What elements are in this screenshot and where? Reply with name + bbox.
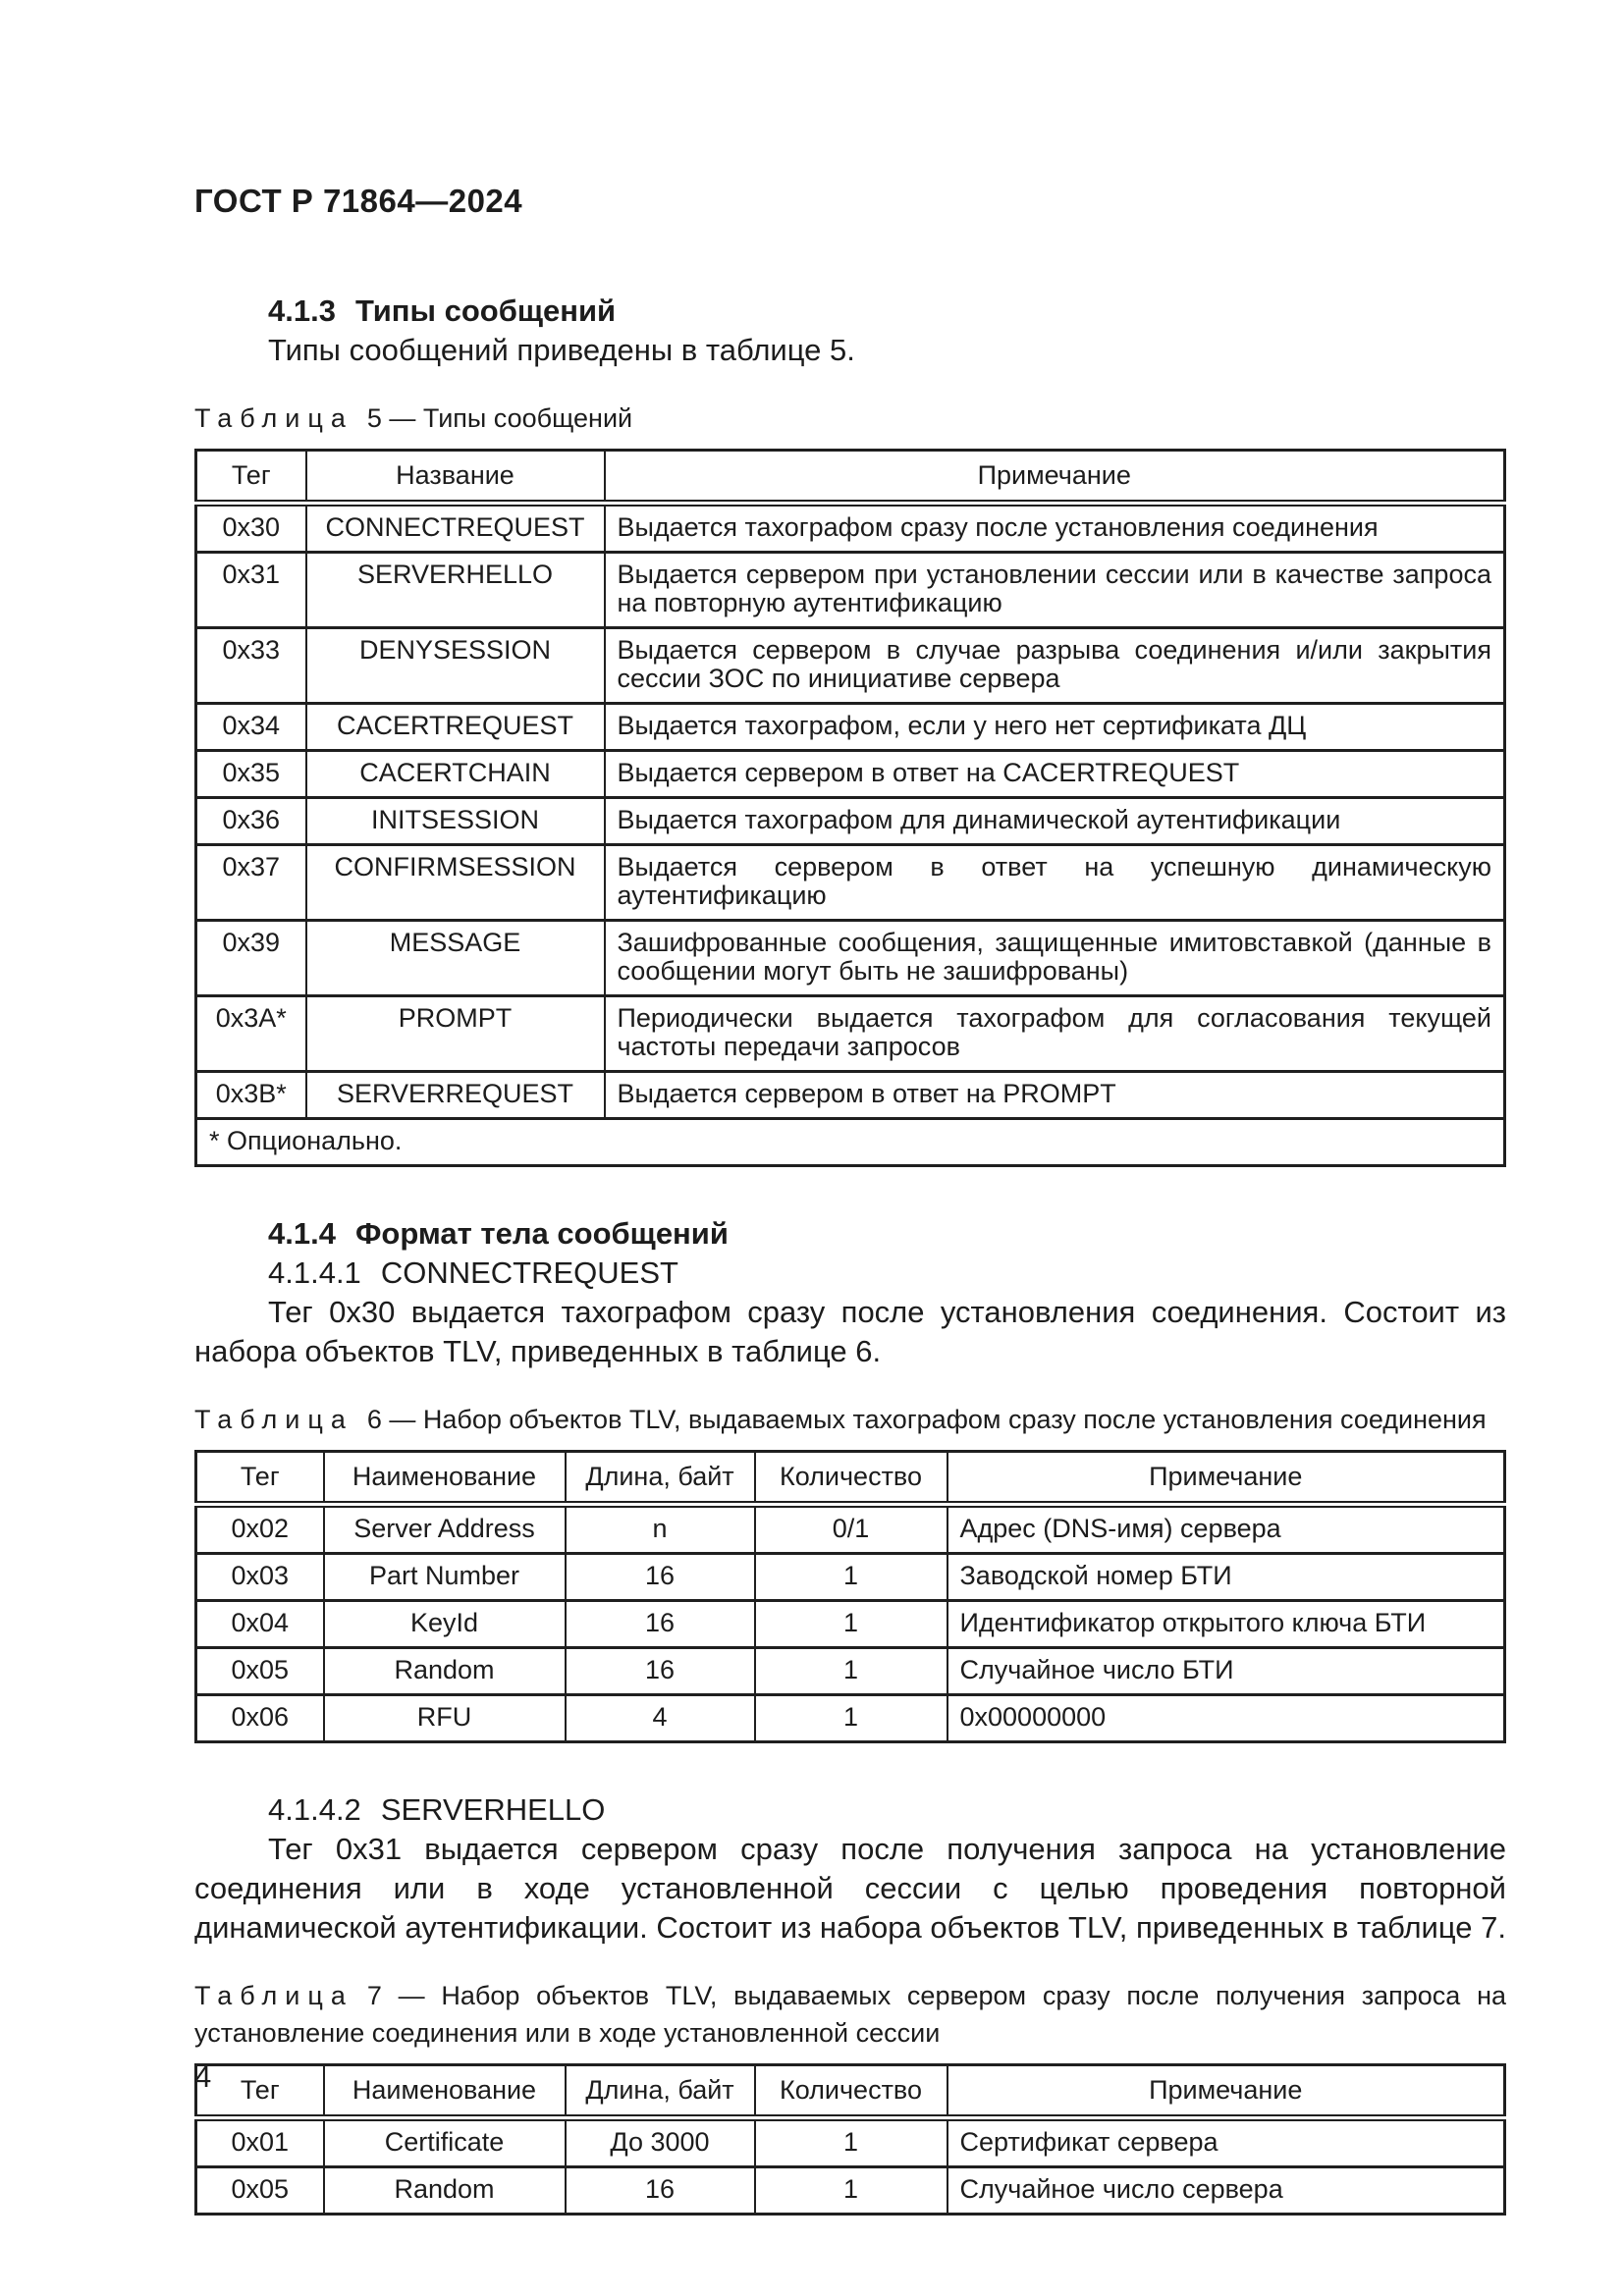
cell-name: CONFIRMSESSION — [306, 845, 605, 921]
paragraph-4-1-3: Типы сообщений приведены в таблице 5. — [268, 333, 855, 367]
cell-quantity: 1 — [755, 1648, 947, 1695]
cell-tag: 0x37 — [196, 845, 306, 921]
cell-note: Случайное число сервера — [947, 2167, 1505, 2215]
table7-caption — [194, 1977, 1506, 2052]
table-row — [196, 1072, 1505, 1119]
table5-caption — [194, 400, 1506, 437]
cell-note: Периодически выдается тахографом для согласования текущей частоты передачи запросов — [605, 996, 1505, 1072]
cell-length: 16 — [566, 1648, 755, 1695]
column-header: Тег — [196, 2065, 324, 2118]
caption-text: 7 — Набор объектов TLV, выдаваемых сервером сразу после получения запроса на установление соединения или в ходе установленной сессии — [194, 1981, 1506, 2048]
cell-name: Random — [324, 2167, 566, 2215]
cell-tag: 0x02 — [196, 1505, 324, 1554]
cell-name: CACERTREQUEST — [306, 704, 605, 751]
cell-quantity: 1 — [755, 2167, 947, 2215]
table6-head — [196, 1452, 1505, 1505]
column-header: Примечание — [605, 451, 1505, 504]
table-row — [196, 921, 1505, 996]
table5-head — [196, 451, 1505, 504]
table-row — [196, 1601, 1505, 1648]
cell-name: PROMPT — [306, 996, 605, 1072]
cell-note: Адрес (DNS-имя) сервера — [947, 1505, 1505, 1554]
table-row — [196, 628, 1505, 704]
section-title: CONNECTREQUEST — [380, 1255, 678, 1290]
cell-name: Server Address — [324, 1505, 566, 1554]
cell-tag: 0x01 — [196, 2118, 324, 2167]
cell-tag: 0x39 — [196, 921, 306, 996]
cell-tag: 0x30 — [196, 504, 306, 553]
cell-length: До 3000 — [566, 2118, 755, 2167]
standard-number-header: ГОСТ Р 71864—2024 — [194, 183, 523, 219]
cell-tag: 0x35 — [196, 751, 306, 798]
table-row — [196, 504, 1505, 553]
cell-length: 16 — [566, 1554, 755, 1601]
caption-text: 5 — Типы сообщений — [366, 403, 633, 433]
cell-name: SERVERHELLO — [306, 553, 605, 628]
cell-note: Выдается сервером при установлении сессии или в качестве запроса на повторную аутентификацию — [605, 553, 1505, 628]
table-row — [196, 751, 1505, 798]
cell-note: Случайное число БТИ — [947, 1648, 1505, 1695]
column-header: Длина, байт — [566, 2065, 755, 2118]
cell-note: 0x00000000 — [947, 1695, 1505, 1742]
cell-name: MESSAGE — [306, 921, 605, 996]
table-row — [196, 1505, 1505, 1554]
cell-tag: 0x33 — [196, 628, 306, 704]
column-header: Наименование — [324, 2065, 566, 2118]
page-number: 4 — [194, 2059, 212, 2094]
column-header: Примечание — [947, 2065, 1505, 2118]
table7-body — [196, 2118, 1505, 2215]
paragraph-4-1-4-1: Тег 0x30 выдается тахографом сразу после установления соединения. Состоит из набора объектов TLV, приведенных в таблице 6. — [194, 1295, 1506, 1368]
caption-label: Таблица — [194, 1981, 353, 2010]
cell-name: KeyId — [324, 1601, 566, 1648]
caption-text: 6 — Набор объектов TLV, выдаваемых тахографом сразу после установления соединения — [366, 1405, 1487, 1434]
footnote-row — [196, 1119, 1505, 1166]
table-row — [196, 845, 1505, 921]
section-heading-4-1-4-1 — [194, 1254, 1506, 1293]
table-row — [196, 1648, 1505, 1695]
section-title: SERVERHELLO — [380, 1792, 606, 1827]
cell-tag: 0x3B* — [196, 1072, 306, 1119]
cell-tag: 0x06 — [196, 1695, 324, 1742]
section-heading-4-1-4-2 — [194, 1790, 1506, 1830]
table-row — [196, 2167, 1505, 2215]
cell-quantity: 1 — [755, 1601, 947, 1648]
cell-length: n — [566, 1505, 755, 1554]
cell-note: Выдается тахографом, если у него нет сертификата ДЦ — [605, 704, 1505, 751]
cell-name: SERVERREQUEST — [306, 1072, 605, 1119]
table-row — [196, 996, 1505, 1072]
cell-note: Заводской номер БТИ — [947, 1554, 1505, 1601]
cell-length: 16 — [566, 2167, 755, 2215]
table-message-types — [194, 449, 1506, 1167]
cell-tag: 0x34 — [196, 704, 306, 751]
cell-tag: 0x04 — [196, 1601, 324, 1648]
table7-header-row — [196, 2065, 1505, 2118]
cell-tag: 0x36 — [196, 798, 306, 845]
table5-body — [196, 504, 1505, 1119]
column-header: Наименование — [324, 1452, 566, 1505]
section-number: 4.1.4 — [268, 1216, 336, 1251]
table-row — [196, 798, 1505, 845]
column-header: Тег — [196, 1452, 324, 1505]
cell-name: CONNECTREQUEST — [306, 504, 605, 553]
cell-quantity: 0/1 — [755, 1505, 947, 1554]
cell-note: Сертификат сервера — [947, 2118, 1505, 2167]
section-heading-4-1-4 — [194, 1214, 1506, 1254]
table-row — [196, 553, 1505, 628]
cell-name: Random — [324, 1648, 566, 1695]
table7-head — [196, 2065, 1505, 2118]
table-serverhello-tlv — [194, 2063, 1506, 2216]
cell-name: Part Number — [324, 1554, 566, 1601]
cell-name: Certificate — [324, 2118, 566, 2167]
table-row — [196, 704, 1505, 751]
cell-name: DENYSESSION — [306, 628, 605, 704]
cell-note: Выдается тахографом сразу после установления соединения — [605, 504, 1505, 553]
cell-tag: 0x05 — [196, 1648, 324, 1695]
paragraph-4-1-4-2: Тег 0x31 выдается сервером сразу после получения запроса на установление соединения или в ходе установленной сессии с целью проведения повторной динамической аутентификации. Состоит из набора объектов TLV, приведенных в таблице 7. — [194, 1832, 1506, 1945]
section-number: 4.1.4.2 — [268, 1792, 361, 1827]
table6-body — [196, 1505, 1505, 1742]
section-title: Формат тела сообщений — [354, 1216, 729, 1251]
column-header: Название — [306, 451, 605, 504]
cell-note: Выдается сервером в случае разрыва соединения и/или закрытия сессии ЗОС по инициативе сервера — [605, 628, 1505, 704]
cell-tag: 0x03 — [196, 1554, 324, 1601]
cell-note: Выдается сервером в ответ на успешную динамическую аутентификацию — [605, 845, 1505, 921]
caption-label: Таблица — [194, 1405, 353, 1434]
table-connectrequest-tlv — [194, 1450, 1506, 1743]
cell-quantity: 1 — [755, 1695, 947, 1742]
table6-caption — [194, 1401, 1506, 1438]
section-number: 4.1.4.1 — [268, 1255, 361, 1290]
cell-note: Идентификатор открытого ключа БТИ — [947, 1601, 1505, 1648]
table-row — [196, 1695, 1505, 1742]
column-header: Количество — [755, 1452, 947, 1505]
table-row — [196, 1554, 1505, 1601]
cell-length: 4 — [566, 1695, 755, 1742]
column-header: Количество — [755, 2065, 947, 2118]
section-number: 4.1.3 — [268, 294, 336, 328]
table-footnote: * Опционально. — [196, 1119, 1505, 1166]
cell-note: Выдается сервером в ответ на CACERTREQUEST — [605, 751, 1505, 798]
cell-name: RFU — [324, 1695, 566, 1742]
table5-header-row — [196, 451, 1505, 504]
column-header: Тег — [196, 451, 306, 504]
caption-label: Таблица — [194, 403, 353, 433]
section-title: Типы сообщений — [354, 294, 617, 328]
cell-quantity: 1 — [755, 1554, 947, 1601]
cell-note: Зашифрованные сообщения, защищенные имитовставкой (данные в сообщении могут быть не зашифрованы) — [605, 921, 1505, 996]
cell-note: Выдается сервером в ответ на PROMPT — [605, 1072, 1505, 1119]
cell-name: CACERTCHAIN — [306, 751, 605, 798]
table-row — [196, 2118, 1505, 2167]
cell-quantity: 1 — [755, 2118, 947, 2167]
table5-foot — [196, 1119, 1505, 1166]
cell-name: INITSESSION — [306, 798, 605, 845]
table6-header-row — [196, 1452, 1505, 1505]
column-header: Примечание — [947, 1452, 1505, 1505]
section-heading-4-1-3 — [194, 292, 1506, 331]
cell-note: Выдается тахографом для динамической аутентификации — [605, 798, 1505, 845]
column-header: Длина, байт — [566, 1452, 755, 1505]
cell-tag: 0x3A* — [196, 996, 306, 1072]
cell-tag: 0x05 — [196, 2167, 324, 2215]
cell-length: 16 — [566, 1601, 755, 1648]
cell-tag: 0x31 — [196, 553, 306, 628]
